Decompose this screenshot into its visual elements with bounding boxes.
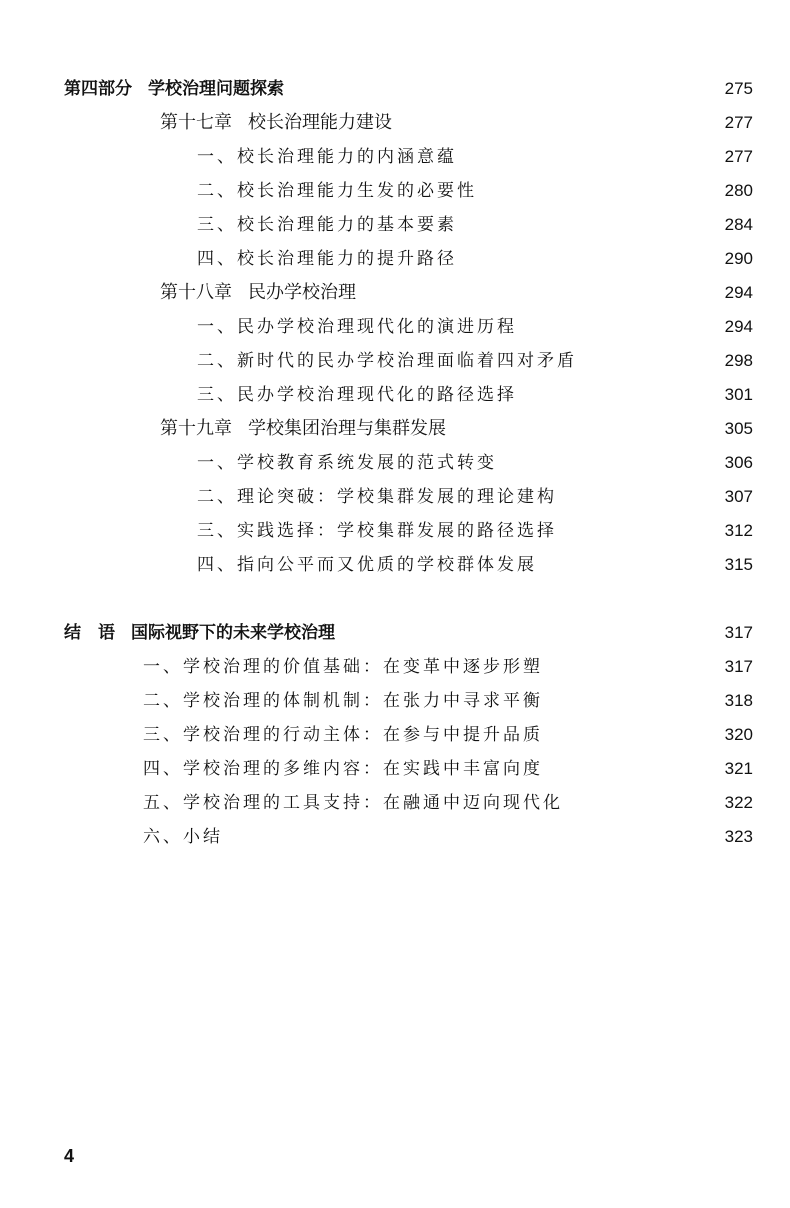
- toc-page-number: 318: [724, 691, 753, 710]
- toc-section-entry[interactable]: [0, 550, 790, 580]
- toc-section-entry[interactable]: [0, 448, 790, 478]
- toc-entry-title: 二、校长治理能力生发的必要性: [197, 181, 477, 201]
- toc-page-number: 298: [724, 351, 753, 370]
- toc-page-number: 294: [724, 317, 753, 336]
- toc-entry-title: 一、学校治理的价值基础：在变革中逐步形塑: [143, 657, 543, 677]
- toc-section-entry[interactable]: [0, 686, 790, 716]
- toc-entry-title: 四、校长治理能力的提升路径: [197, 249, 457, 269]
- toc-section-entry[interactable]: [0, 516, 790, 546]
- toc-part-heading[interactable]: [0, 74, 790, 104]
- toc-page-number: 294: [724, 283, 753, 302]
- toc-entry-title: 二、学校治理的体制机制：在张力中寻求平衡: [143, 691, 543, 711]
- toc-page-number: 306: [724, 453, 753, 472]
- toc-page-number: 323: [724, 827, 753, 846]
- toc-entry-title: 五、学校治理的工具支持：在融通中迈向现代化: [143, 793, 563, 813]
- toc-section-entry[interactable]: [0, 346, 790, 376]
- toc-page-number: 305: [724, 419, 753, 438]
- toc-page-number: 301: [724, 385, 753, 404]
- toc-entry-title: 四、学校治理的多维内容：在实践中丰富向度: [143, 759, 543, 779]
- toc-section-entry[interactable]: [0, 754, 790, 784]
- toc-entry-title: 第十八章 民办学校治理: [160, 282, 356, 303]
- toc-section-entry[interactable]: [0, 788, 790, 818]
- toc-entry-title: 四、指向公平而又优质的学校群体发展: [197, 555, 537, 575]
- page-number: 4: [64, 1146, 75, 1166]
- toc-entry-title: 三、实践选择：学校集群发展的路径选择: [197, 521, 557, 541]
- toc-section-entry[interactable]: [0, 720, 790, 750]
- toc-page-number: 277: [724, 113, 753, 132]
- toc-page-number: 320: [724, 725, 753, 744]
- toc-entry-title: 二、新时代的民办学校治理面临着四对矛盾: [197, 351, 577, 371]
- toc-page-number: 312: [724, 521, 753, 540]
- toc-entry-title: 一、学校教育系统发展的范式转变: [197, 453, 497, 473]
- toc-section-entry[interactable]: [0, 482, 790, 512]
- toc-section-entry[interactable]: [0, 210, 790, 240]
- toc-chapter-heading[interactable]: [0, 278, 790, 308]
- toc-entry-title: 二、理论突破：学校集群发展的理论建构: [197, 487, 557, 507]
- toc-chapter-heading[interactable]: [0, 414, 790, 444]
- toc-section-entry[interactable]: [0, 142, 790, 172]
- toc-page-number: 307: [724, 487, 753, 506]
- toc-entry-title: 三、校长治理能力的基本要素: [197, 215, 457, 235]
- toc-page-number: 277: [724, 147, 753, 166]
- toc-chapter-heading[interactable]: [0, 108, 790, 138]
- toc-entry-title: 三、学校治理的行动主体：在参与中提升品质: [143, 725, 543, 745]
- toc-entry-title: 第十九章 学校集团治理与集群发展: [160, 418, 446, 439]
- toc-section-entry[interactable]: [0, 652, 790, 682]
- toc-entry-title: 一、民办学校治理现代化的演进历程: [197, 317, 517, 337]
- toc-entry-title: 第十七章 校长治理能力建设: [160, 112, 392, 133]
- toc-page-number: 284: [724, 215, 753, 234]
- toc-section-entry[interactable]: [0, 822, 790, 852]
- toc-page-number: 280: [724, 181, 753, 200]
- toc-page-number: 275: [724, 79, 753, 98]
- toc-entry-title: 第四部分 学校治理问题探索: [64, 79, 284, 99]
- toc-page-number: 317: [724, 657, 753, 676]
- toc-section-entry[interactable]: [0, 176, 790, 206]
- toc-page-number: 322: [724, 793, 753, 812]
- toc-entry-title: 三、民办学校治理现代化的路径选择: [197, 385, 517, 405]
- toc-section-entry[interactable]: [0, 244, 790, 274]
- toc-part-heading[interactable]: [0, 618, 790, 648]
- toc-page-number: 290: [724, 249, 753, 268]
- toc-entry-title: 一、校长治理能力的内涵意蕴: [197, 147, 457, 167]
- toc-section-entry[interactable]: [0, 380, 790, 410]
- toc-section-entry[interactable]: [0, 312, 790, 342]
- toc-page-number: 321: [724, 759, 753, 778]
- toc-page-number: 317: [724, 623, 753, 642]
- toc-entry-title: 六、小结: [143, 827, 223, 847]
- toc-page-number: 315: [724, 555, 753, 574]
- toc-entry-title: 结 语 国际视野下的未来学校治理: [64, 623, 335, 643]
